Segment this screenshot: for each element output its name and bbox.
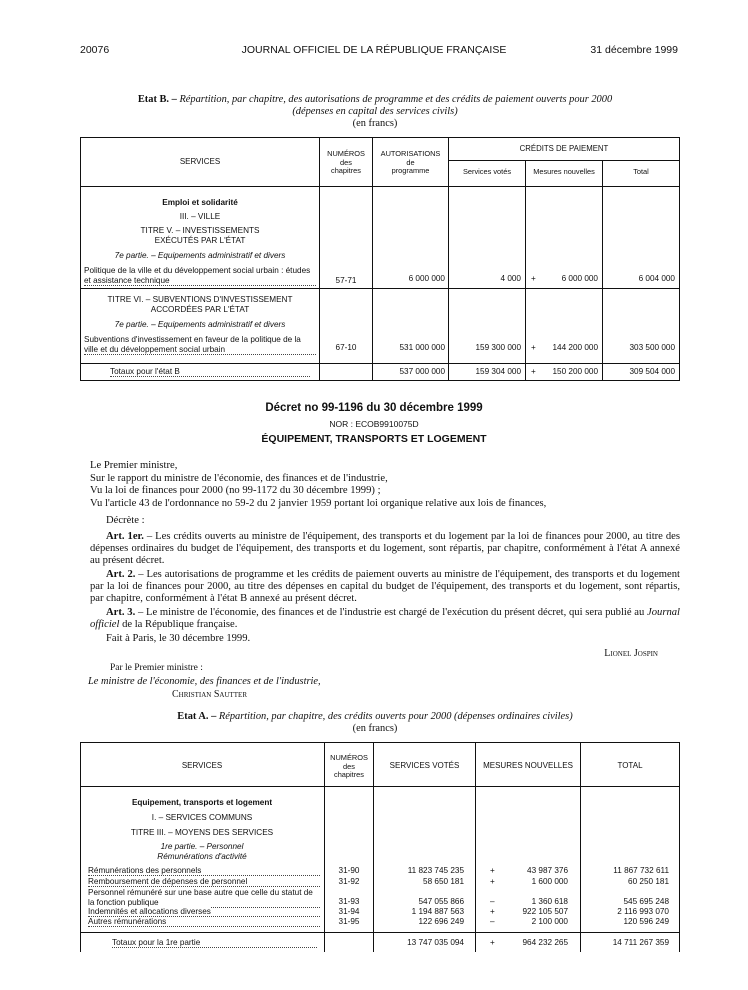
a-row-nouvelles: 1 360 618 xyxy=(531,897,568,906)
titre-vi-line2: ACCORDÉES PAR L'ÉTAT xyxy=(150,305,250,314)
row1-nouvelles: 6 000 000 xyxy=(561,274,598,283)
etat-b-title-line3: (en francs) xyxy=(352,118,398,129)
a-section-title: Equipement, transports et logement xyxy=(131,798,273,807)
a-row-label-text: Rémunérations des personnels xyxy=(88,866,202,875)
art2-text: – Les autorisations de programme et les crédits de paiement ouverts au ministre de l'équipement, des transports et du logement par la loi de finances pour 2000, au titre des dépenses en capital du budget de l'équipement, des transports et du logement, sont répartis, par chapitre, conformément à l'état B annexé au présent décret. xyxy=(90,569,680,604)
decree-title: Décret no 99-1196 du 30 décembre 1999 xyxy=(265,402,483,414)
col-credits: CRÉDITS DE PAIEMENT xyxy=(519,144,609,153)
a-row-label-text: Remboursement de dépenses de personnel xyxy=(88,877,248,886)
art3-text-c: de la République française. xyxy=(119,619,238,630)
totals-a-sign: + xyxy=(490,938,495,947)
totals-b-nouvelles: 150 200 000 xyxy=(552,367,598,376)
a-partie-line1: 1re partie. – Personnel xyxy=(160,842,244,851)
totals-a-label-text: Totaux pour la 1re partie xyxy=(112,938,201,947)
art3-text-b: Journal officiel xyxy=(90,607,680,630)
table-a-totals-border xyxy=(80,932,680,933)
col-a-nouvelles: MESURES NOUVELLES xyxy=(483,761,573,770)
art1-label: Art. 1er. xyxy=(106,531,144,542)
row2-label-line1: Subventions d'investissement en faveur de la politique de la xyxy=(84,335,301,344)
a-row-label xyxy=(88,888,320,908)
col-numeros xyxy=(320,150,372,176)
row2-label-line2: ville et du développement social urbain xyxy=(84,344,226,354)
col-autorisations-line1: AUTORISATIONS xyxy=(380,149,441,158)
col-a-numeros-line1: NUMÉROS xyxy=(330,753,368,762)
a-row-total: 545 695 248 xyxy=(623,897,669,906)
intro-line: Sur le rapport du ministre de l'économie, des finances et de l'industrie, xyxy=(90,472,388,484)
etat-a-title-line2: (en francs) xyxy=(352,723,398,734)
article-3 xyxy=(90,607,680,631)
a-row-label xyxy=(88,866,320,876)
a-row-label-text: la fonction publique xyxy=(88,897,159,907)
row2-sign: + xyxy=(531,343,536,352)
a-row-total: 60 250 181 xyxy=(628,877,669,886)
table-a-top-border xyxy=(80,742,680,743)
row1-votes: 4 000 xyxy=(500,274,521,283)
totals-a-total: 14 711 267 359 xyxy=(612,938,669,947)
col-a-services: SERVICES xyxy=(181,761,223,770)
a-row-label xyxy=(88,877,320,887)
col-a-numeros-line3: chapitres xyxy=(334,770,364,779)
totals-b-total: 309 504 000 xyxy=(629,367,675,376)
a-row-label xyxy=(88,917,320,927)
row1-chapter: 57-71 xyxy=(335,276,357,285)
art3-label: Art. 3. xyxy=(106,607,136,618)
col-numeros-line3: chapitres xyxy=(331,166,361,175)
totals-b-votes: 159 304 000 xyxy=(475,367,521,376)
row1-total: 6 004 000 xyxy=(638,274,675,283)
minister-title: Le ministre de l'économie, des finances et de l'industrie, xyxy=(88,676,321,687)
row2-label xyxy=(84,335,316,355)
col-total: Total xyxy=(633,167,649,176)
totals-a-label xyxy=(112,938,317,948)
table-a-header-border xyxy=(80,786,680,787)
intro-line: Le Premier ministre, xyxy=(90,460,178,471)
col-autorisations-line3: programme xyxy=(391,166,430,175)
decree-nor: NOR : ECOB9910075D xyxy=(329,419,419,429)
totals-b-sign: + xyxy=(531,367,536,376)
row1-label xyxy=(84,266,316,286)
totals-b-label-text: Totaux pour l'état B xyxy=(110,367,180,376)
row2-autorisations: 531 000 000 xyxy=(399,343,445,352)
a-row-votes: 122 696 249 xyxy=(418,917,464,926)
row2-total: 303 500 000 xyxy=(629,343,675,352)
table-b-section-border xyxy=(80,288,680,289)
titre-v-line2: EXÉCUTÉS PAR L'ÉTAT xyxy=(154,236,246,245)
totals-b-label xyxy=(110,367,310,377)
a-partie-line2: Rémunérations d'activité xyxy=(157,851,247,861)
titre-vi-line1: TITRE VI. – SUBVENTIONS D'INVESTISSEMENT xyxy=(107,295,293,304)
a-row-label-text: Indemnités et allocations diverses xyxy=(88,907,211,916)
etat-a-title xyxy=(60,711,690,735)
a-row-chapter: 31-93 xyxy=(338,897,360,906)
article-1 xyxy=(90,531,680,567)
col-nouvelles: Mesures nouvelles xyxy=(533,167,595,176)
etat-b-title-line1: Répartition, par chapitre, des autorisations de programme et des crédits de paiement ouverts pour 2000 xyxy=(179,94,613,105)
decree-subject: ÉQUIPEMENT, TRANSPORTS ET LOGEMENT xyxy=(261,433,487,445)
titre-v xyxy=(80,226,320,246)
table-b-totals-border xyxy=(80,363,680,364)
row1-label-line2: et assistance technique xyxy=(84,275,170,285)
partie-vi: 7e partie. – Equipements administratif et divers xyxy=(114,320,286,329)
a-row-sign: + xyxy=(490,877,495,886)
table-b-subheader-border xyxy=(448,160,680,161)
etat-b-title-line2: (dépenses en capital des services civils) xyxy=(292,106,458,117)
a-row-sign: + xyxy=(490,907,495,916)
a-row-chapter: 31-95 xyxy=(338,917,360,926)
totals-a-votes: 13 747 035 094 xyxy=(407,938,464,947)
totals-a-nouvelles: 964 232 265 xyxy=(522,938,568,947)
col-numeros-line2: des xyxy=(340,157,352,167)
col-a-numeros xyxy=(325,754,373,780)
a-row-chapter: 31-94 xyxy=(338,907,360,916)
row2-chapter: 67-10 xyxy=(335,343,357,352)
a-titre: TITRE III. – MOYENS DES SERVICES xyxy=(130,828,274,837)
etat-a-title-line1: Répartition, par chapitre, des crédits ouverts pour 2000 (dépenses ordinaires civiles) xyxy=(218,711,573,722)
table-b-top-border xyxy=(80,137,680,138)
a-partie xyxy=(80,842,324,861)
art3-text-a: – Le ministre de l'économie, des finances et de l'industrie est chargé de l'exécution du présent décret, qui sera publié au xyxy=(135,607,648,618)
article-2 xyxy=(90,569,680,605)
section-title: Emploi et solidarité xyxy=(162,198,238,207)
col-autorisations-line2: de xyxy=(406,157,415,167)
row2-votes: 159 300 000 xyxy=(475,343,521,352)
a-subsection: I. – SERVICES COMMUNS xyxy=(151,813,253,822)
a-row-total: 11 867 732 611 xyxy=(613,866,669,875)
etat-b-title xyxy=(60,94,690,130)
col-a-total: TOTAL xyxy=(617,761,643,770)
a-row-chapter: 31-92 xyxy=(338,877,360,886)
a-row-votes: 58 650 181 xyxy=(423,877,464,886)
row2-nouvelles: 144 200 000 xyxy=(552,343,598,352)
a-row-sign: + xyxy=(490,866,495,875)
a-row-sign: – xyxy=(490,897,495,906)
a-row-label-pre: Personnel rémunéré sur une base autre que celle du statut de xyxy=(88,888,313,897)
titre-vi xyxy=(80,295,320,315)
decree-intro xyxy=(90,460,546,510)
col-a-votes: SERVICES VOTÉS xyxy=(389,761,460,770)
etat-b-title-lead: Etat B. – xyxy=(137,94,177,105)
a-row-label-text: Autres rémunérations xyxy=(88,917,167,926)
partie-v: 7e partie. – Equipements administratif et divers xyxy=(114,251,286,260)
par-le-premier-ministre: Par le Premier ministre : xyxy=(110,663,203,673)
a-row-nouvelles: 922 105 507 xyxy=(522,907,568,916)
page-number: 20076 xyxy=(80,44,110,56)
intro-line: Vu la loi de finances pour 2000 (no 99-1172 du 30 décembre 1999) ; xyxy=(90,485,381,496)
a-row-votes: 11 823 745 235 xyxy=(407,866,464,875)
titre-v-line1: TITRE V. – INVESTISSEMENTS xyxy=(140,226,260,235)
table-b-bottom-border xyxy=(80,380,680,381)
a-row-votes: 1 194 887 563 xyxy=(411,907,464,916)
a-row-nouvelles: 43 987 376 xyxy=(527,866,568,875)
table-a-right-border xyxy=(679,742,680,952)
col-a-numeros-line2: des xyxy=(343,761,355,771)
intro-line: Vu l'article 43 de l'ordonnance no 59-2 du 2 janvier 1959 portant loi organique relative aux lois de finances, xyxy=(90,497,547,509)
a-row-sign: – xyxy=(490,917,495,926)
etat-a-title-lead: Etat A. – xyxy=(177,711,217,722)
a-row-nouvelles: 1 600 000 xyxy=(531,877,568,886)
a-row-total: 120 596 249 xyxy=(623,917,669,926)
col-numeros-line1: NUMÉROS xyxy=(327,149,365,158)
row1-autorisations: 6 000 000 xyxy=(408,274,445,283)
a-row-nouvelles: 2 100 000 xyxy=(531,917,568,926)
col-services: SERVICES xyxy=(179,157,221,166)
minister-name: Christian Sautter xyxy=(172,689,248,700)
col-autorisations xyxy=(373,150,448,176)
totals-b-autorisations: 537 000 000 xyxy=(399,367,445,376)
a-row-total: 2 116 993 070 xyxy=(617,907,669,916)
signatory: Lionel Jospin xyxy=(604,648,658,659)
row1-sign: + xyxy=(531,274,536,283)
art1-text: – Les crédits ouverts au ministre de l'équipement, des transports et du logement par la loi de finances pour 2000, au titre des dépenses ordinaires du budget de l'équipement, des transports et du logement, sont répartis, par chapitre, conformément à l'état A annexé au présent décret. xyxy=(90,531,680,566)
table-b-header-border xyxy=(80,186,680,187)
art2-label: Art. 2. xyxy=(106,569,136,580)
decree-decrete: Décrète : xyxy=(106,515,145,526)
a-row-chapter: 31-90 xyxy=(338,866,360,875)
page-date: 31 décembre 1999 xyxy=(590,44,678,56)
col-votes: Services votés xyxy=(462,167,512,176)
row1-label-line1: Politique de la ville et du développement social urbain : études xyxy=(84,266,311,275)
subsection-title: III. – VILLE xyxy=(179,212,221,221)
a-row-votes: 547 055 866 xyxy=(418,897,464,906)
table-b-right-border xyxy=(679,137,680,381)
a-row-label xyxy=(88,907,320,917)
decree-fait: Fait à Paris, le 30 décembre 1999. xyxy=(106,633,251,644)
journal-title: JOURNAL OFFICIEL DE LA RÉPUBLIQUE FRANÇAISE xyxy=(241,44,507,56)
